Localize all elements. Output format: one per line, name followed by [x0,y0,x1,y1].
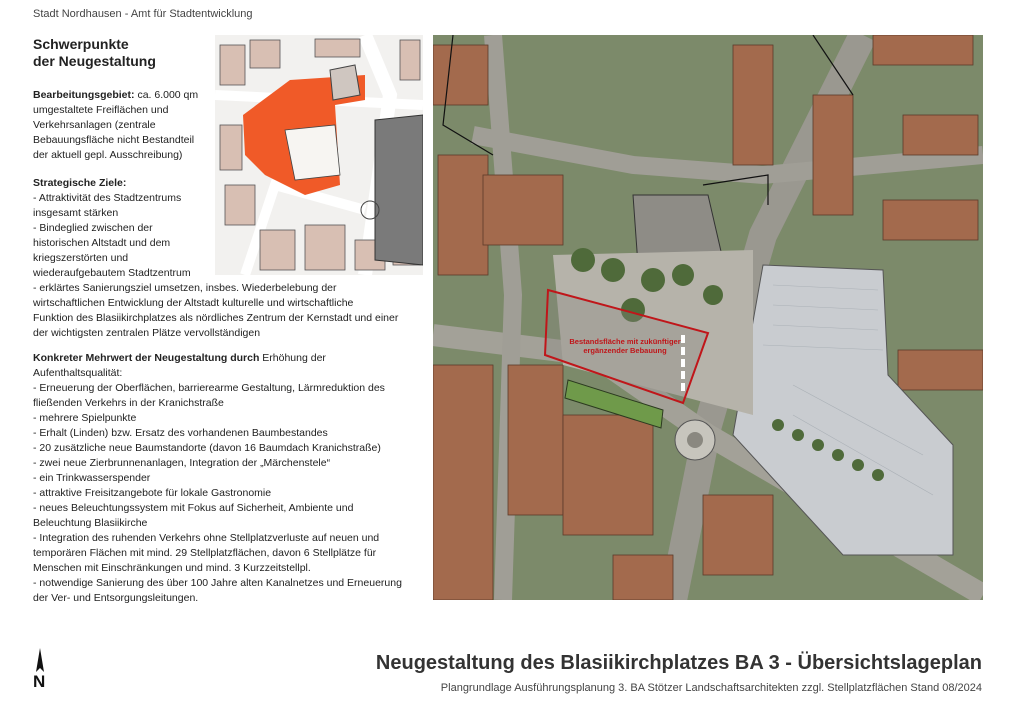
goal-line: kriegszerstörten und [33,252,129,264]
value-line: der Ver- und Entsorgungsleitungen. [33,592,199,604]
goal-line: insgesamt stärken [33,207,119,219]
value-line: - 20 zusätzliche neue Baumstandorte (davon 16 Baumdach Kranichstraße) [33,442,381,454]
area-line: ca. 6.000 qm [137,89,199,101]
locator-map [215,35,423,275]
existing-area-label [560,337,690,355]
area-line: umgestaltete Freiflächen und [33,104,169,116]
value-line: - notwendige Sanierung des über 100 Jahre alten Kanalnetzes und Erneuerung [33,577,402,589]
value-line: - attraktive Freisitzangebote für lokale Gastronomie [33,487,272,499]
area-line: Bebauungsfläche nicht Bestandteil [33,134,195,146]
value-line: - ein Trinkwasserspender [33,472,151,484]
heading-line-2: der Neugestaltung [33,53,156,69]
value-line: - Erhalt (Linden) bzw. Ersatz des vorhandenen Baumbestandes [33,427,328,439]
goal-line: historischen Altstadt und dem [33,237,171,249]
value-line: Beleuchtung Blasiikirche [33,517,148,529]
value-line: - zwei neue Zierbrunnenanlagen, Integration der „Märchenstele“ [33,457,331,469]
goal-line: wirtschaftlichen Entwicklung der Altstadt kulturelle und wirtschaftliche [33,297,354,309]
value-line: - Erneuerung der Oberflächen, barrierearme Gestaltung, Lärmreduktion des [33,382,385,394]
added-value-list [33,351,423,606]
area-label: Bearbeitungsgebiet: [33,89,135,101]
sidebar-heading [33,36,213,70]
area-line: der aktuell gepl. Ausschreibung) [33,149,183,161]
label-line-1: Bestandsfläche mit zukünftiger [569,337,681,346]
goal-line: - erklärtes Sanierungsziel umsetzen, insbes. Wiederbelebung der [33,282,337,294]
value-title: Konkreter Mehrwert der Neugestaltung durch [33,352,260,364]
value-line: - mehrere Spielpunkte [33,412,137,424]
goal-line: der wichtigsten zentralen Plätze vervollständigen [33,327,261,339]
value-line: Menschen mit Einschränkungen und mind. 3 Kurzzeitstellpl. [33,562,311,574]
value-line: - Integration des ruhenden Verkehrs ohne Stellplatzverluste auf neuen und [33,532,380,544]
plan-title: Neugestaltung des Blasiikirchplatzes BA 3 - Übersichtslageplan [375,652,982,674]
heading-line-1: Schwerpunkte [33,36,129,52]
plan-subtitle: Plangrundlage Ausführungsplanung 3. BA Stötzer Landschaftsarchitekten zzgl. Stellplatzflächen Stand 08/2024 [440,682,982,694]
project-area-text [33,88,215,163]
goal-line: Funktion des Blasiikirchplatzes als nördliches Zentrum der Kernstadt und einer [33,312,399,324]
label-line-2: ergänzender Bebauung [583,346,667,355]
area-line: Verkehrsanlagen (zentrale [33,119,156,131]
north-label: N [33,672,46,691]
value-line: Aufenthaltsqualität: [33,367,123,379]
goal-line: wiederaufgebautem Stadtzentrum [33,267,191,279]
goal-line: - Bindeglied zwischen der [33,222,153,234]
value-line: fließenden Verkehrs in der Kranichstraße [33,397,224,409]
value-line: - neues Beleuchtungssystem mit Fokus auf Sicherheit, Ambiente und [33,502,354,514]
authority-header: Stadt Nordhausen - Amt für Stadtentwicklung [33,8,253,20]
goal-line: - Attraktivität des Stadtzentrums [33,192,182,204]
goals-title: Strategische Ziele: [33,177,127,189]
value-line: temporären Flächen mit mind. 29 Stellplatzflächen, davon 6 Stellplätze für [33,547,377,559]
value-title-rest: Erhöhung der [259,352,326,364]
site-plan-map [433,35,983,600]
